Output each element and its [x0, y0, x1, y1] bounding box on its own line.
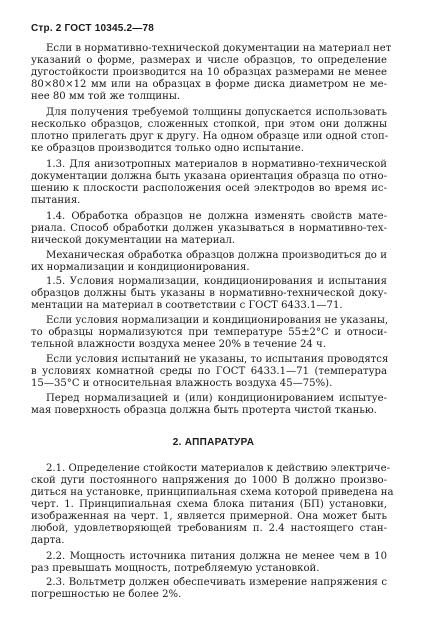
- text-line: мая поверхность образца должна быть протерта чистой тканью.: [31, 405, 377, 416]
- text-line: дарта.: [31, 535, 65, 546]
- text-line: пытания.: [31, 195, 81, 206]
- text-line: несколько образцов, сложенных стопкой, при этом они должны: [31, 119, 387, 130]
- text-line: образцов должны быть указаны в нормативно-технической доку-: [31, 288, 387, 299]
- text-line: плотно прилегать друг к другу. На одном образце или одной стоп-: [31, 131, 389, 142]
- text-line: 2.2. Мощность источника питания должна не менее чем в 10: [46, 551, 387, 562]
- paragraph-2-3: [31, 577, 387, 601]
- text-line: диться на установке, принципиальная схема которой приведена на: [31, 487, 394, 498]
- text-line: Перед нормализацией и (или) кондиционированием испытуе-: [46, 393, 387, 404]
- text-line: 2.1. Определение стойкости материалов к действию электриче-: [46, 463, 390, 474]
- text-line: ской дуги постоянного напряжения до 1000 В должно произво-: [31, 475, 387, 486]
- text-line: Механическая обработка образцов должна производиться до и: [46, 250, 387, 261]
- text-line: в условиях комнатной среды по ГОСТ 6433.1—71 (температура: [31, 366, 387, 377]
- page-header: Стр. 2 ГОСТ 10345.2—78: [31, 23, 154, 34]
- paragraph-1-3: [31, 159, 387, 207]
- text-line: дугостойкости производится на 10 образцах размерами не менее: [31, 67, 387, 78]
- text-line: указаний о форме, размерах и числе образцов, то определение: [31, 55, 387, 66]
- text-line: ке образцов производится только одно испытание.: [31, 143, 304, 154]
- text-line: черт. 1. Принципиальная схема блока питания (БП) установки,: [31, 499, 387, 510]
- paragraph-normalization: [31, 315, 387, 351]
- paragraph-stacking: [31, 107, 387, 155]
- text-line: Если условия нормализации и кондиционирования не указаны,: [46, 315, 389, 326]
- text-line: их нормализации и кондиционирования.: [31, 262, 250, 273]
- text-line: ментации на материал в соответствии с ГОСТ 6433.1—71.: [31, 300, 343, 311]
- paragraph-test-conditions: [31, 354, 387, 390]
- section-title: 2. АППАРАТУРА: [172, 437, 255, 448]
- text-line: 80×80×12 мм или на образцах в форме диска диаметром не ме-: [31, 79, 387, 90]
- text-line: Если в нормативно-технической документации на материал нет: [46, 43, 392, 54]
- paragraph-1-4: [31, 211, 387, 247]
- text-line: Если условия испытаний не указаны, то испытания проводятся: [46, 354, 389, 365]
- text-line: нее 80 мм той же толщины.: [31, 91, 181, 102]
- text-line: 1.4. Обработка образцов не должна изменять свойств мате-: [46, 211, 387, 222]
- text-line: раз превышать мощность, потребляемую установкой.: [31, 563, 320, 574]
- text-line: риала. Способ обработки должен указываться в нормативно-тех-: [31, 223, 387, 234]
- text-line: 2.3. Вольтметр должен обеспечивать измерение напряжения с: [46, 577, 387, 588]
- paragraph-2-2: [31, 551, 387, 575]
- paragraph-2-1: [31, 463, 394, 547]
- text-line: любой, удовлетворяющей требованиям п. 2.4 настоящего стан-: [31, 523, 387, 534]
- paragraph-1-5: [31, 276, 387, 312]
- text-line: Для получения требуемой толщины допускается использовать: [46, 107, 387, 118]
- text-line: изображенная на черт. 1, является примерной. Она может быть: [31, 511, 387, 522]
- text-line: 1.5. Условия нормализации, кондиционирования и испытания: [46, 276, 387, 287]
- text-line: документации должна быть указана ориентация образца по отно-: [31, 171, 387, 182]
- text-line: погрешностью не более 2%.: [31, 589, 182, 600]
- text-line: шению к плоскости расположения осей электродов во время ис-: [31, 183, 387, 194]
- text-line: тельной влажности воздуха менее 20% в течение 24 ч.: [31, 339, 326, 350]
- text-line: 15—35°С и относительная влажность воздуха 45—75%).: [31, 378, 333, 389]
- text-line: то образцы нормализуются при температуре 55±2°С и относи-: [31, 327, 387, 338]
- text-line: нической документации на материал.: [31, 235, 236, 246]
- text-line: 1.3. Для анизотропных материалов в нормативно-технической: [46, 159, 387, 170]
- paragraph-sample-size: [31, 43, 392, 103]
- paragraph-mechanical: [31, 250, 387, 274]
- paragraph-wiping: [31, 393, 387, 417]
